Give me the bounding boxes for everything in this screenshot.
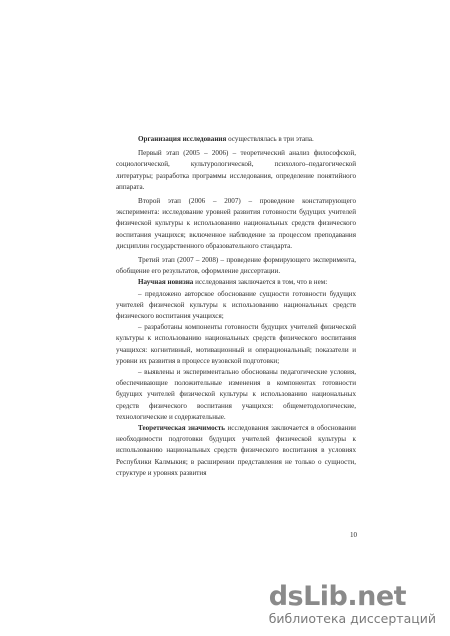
- novelty-item-3: – выявлены и экспериментально обоснованы педагогические условия, обеспечивающие положительные изменения в компонентах готовности будущих учителей физической культуры к использованию национальных средств физического воспитания учащихся: общеметодологические, технологические и содержательные.: [116, 368, 356, 421]
- novelty-item-2: – разработаны компоненты готовности будущих учителей физической культуры к использованию национальных средств физического воспитания учащихся: когнитивный, мотивационный и операциональный; показатели и уровни их развития в процессе вузовской подготовки;: [116, 323, 356, 365]
- watermark-logo: dsLib.net: [268, 581, 407, 612]
- watermark: [269, 583, 436, 626]
- theory-bold: Теоретическая значимость: [138, 424, 226, 433]
- watermark-tagline: библиотека диссертаций: [268, 611, 436, 626]
- novelty-rest: исследования заключается в том, что в нем:: [193, 278, 328, 287]
- novelty-bold: Научная новизна: [138, 278, 194, 287]
- heading-bold: Организация исследования: [138, 135, 227, 143]
- novelty-item-1: – предложено авторское обоснование сущности готовности будущих учителей физической культуры к использованию национальных средств физического воспитания учащихся;: [116, 289, 356, 321]
- stage-1-paragraph: Первый этап (2005 – 2006) – теоретический анализ философской, социологической, культурологической, психолого–педагогической литературы; разработка программы исследования, определение понятийного аппарата.: [116, 149, 356, 191]
- stage-2-paragraph: Второй этап (2006 – 2007) – проведение констатирующего эксперимента: исследование уровней развития готовности будущих учителей физической культуры к использованию национальных средств физического воспитания учащихся; включенное наблюдение за процессом преподавания дисциплин государственного образовательного стандарта.: [116, 197, 356, 250]
- heading-paragraph: [116, 134, 356, 145]
- body-text: [116, 134, 356, 479]
- theory-paragraph: [116, 423, 356, 479]
- novelty-paragraph: [116, 277, 356, 288]
- stage-3-paragraph: Третий этап (2007 – 2008) – проведение формирующего эксперимента, обобщение его результатов, оформление диссертации.: [116, 256, 356, 276]
- heading-rest: осуществлялась в три этапа.: [226, 135, 314, 143]
- theory-rest: исследования заключается в обосновании необходимости подготовки будущих учителей физической культуры к использованию национальных средств физического воспитания в условиях Республики Калмыкия; в расширении представления не только о сущности, структуре и уровнях развития: [116, 424, 356, 477]
- page-number: 10: [350, 531, 357, 539]
